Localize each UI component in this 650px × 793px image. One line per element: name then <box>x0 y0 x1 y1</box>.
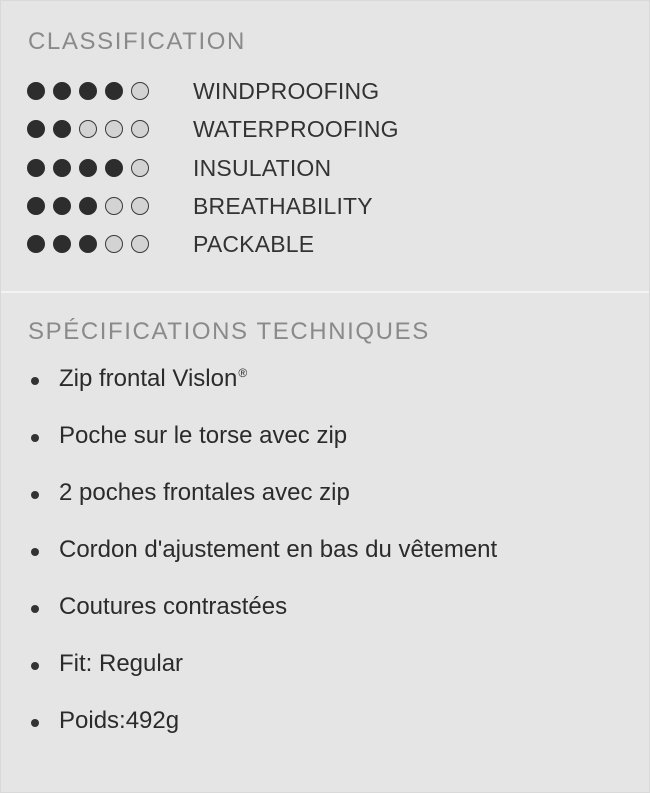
spec-item <box>31 422 631 454</box>
filled-dot-icon <box>53 235 71 253</box>
filled-dot-icon <box>79 82 97 100</box>
rating-label: BREATHABILITY <box>193 193 373 219</box>
filled-dot-icon <box>27 159 45 177</box>
rating-dots <box>27 197 149 217</box>
classification-title: CLASSIFICATION <box>28 28 246 55</box>
empty-dot-icon <box>131 82 149 100</box>
spec-item <box>31 707 631 739</box>
empty-dot-icon <box>131 235 149 253</box>
filled-dot-icon <box>53 197 71 215</box>
technical-specs-title: SPÉCIFICATIONS TECHNIQUES <box>28 318 430 345</box>
rating-row-breathability <box>27 191 627 221</box>
classification-section <box>1 1 649 291</box>
spec-text: 2 poches frontales avec zip <box>59 479 350 506</box>
filled-dot-icon <box>105 159 123 177</box>
empty-dot-icon <box>105 120 123 138</box>
filled-dot-icon <box>79 159 97 177</box>
bullet-icon <box>31 605 39 613</box>
bullet-icon <box>31 491 39 499</box>
filled-dot-icon <box>105 82 123 100</box>
spec-item <box>31 479 631 511</box>
spec-item <box>31 650 631 682</box>
spec-item <box>31 365 631 397</box>
empty-dot-icon <box>105 235 123 253</box>
rating-label: INSULATION <box>193 155 332 181</box>
registered-mark: ® <box>238 366 248 380</box>
spec-text: Fit: Regular <box>59 650 184 677</box>
rating-dots <box>27 235 149 255</box>
rating-dots <box>27 82 149 102</box>
rating-dots <box>27 120 149 140</box>
bullet-icon <box>31 434 39 442</box>
bullet-icon <box>31 662 39 670</box>
filled-dot-icon <box>79 197 97 215</box>
rating-row-packable <box>27 229 627 259</box>
rating-label: PACKABLE <box>193 231 315 257</box>
rating-dots <box>27 159 149 179</box>
rating-row-insulation <box>27 153 627 183</box>
rating-label: WATERPROOFING <box>193 116 399 142</box>
filled-dot-icon <box>27 235 45 253</box>
empty-dot-icon <box>131 120 149 138</box>
filled-dot-icon <box>27 82 45 100</box>
filled-dot-icon <box>53 159 71 177</box>
filled-dot-icon <box>53 120 71 138</box>
spec-text-main: Zip frontal Vislon <box>59 365 238 392</box>
empty-dot-icon <box>79 120 97 138</box>
bullet-icon <box>31 377 39 385</box>
spec-text: Cordon d'ajustement en bas du vêtement <box>59 536 498 563</box>
technical-specs-section <box>1 293 649 792</box>
rating-row-waterproofing <box>27 114 627 144</box>
filled-dot-icon <box>27 120 45 138</box>
spec-text: Poche sur le torse avec zip <box>59 422 348 449</box>
spec-text: Coutures contrastées <box>59 593 288 620</box>
filled-dot-icon <box>27 197 45 215</box>
empty-dot-icon <box>131 197 149 215</box>
spec-item <box>31 593 631 625</box>
spec-text <box>59 365 247 393</box>
bullet-icon <box>31 719 39 727</box>
bullet-icon <box>31 548 39 556</box>
empty-dot-icon <box>105 197 123 215</box>
empty-dot-icon <box>131 159 149 177</box>
filled-dot-icon <box>79 235 97 253</box>
spec-item <box>31 536 631 568</box>
rating-row-windproofing <box>27 76 627 106</box>
spec-text: Poids:492g <box>59 707 180 734</box>
rating-label: WINDPROOFING <box>193 78 380 104</box>
filled-dot-icon <box>53 82 71 100</box>
